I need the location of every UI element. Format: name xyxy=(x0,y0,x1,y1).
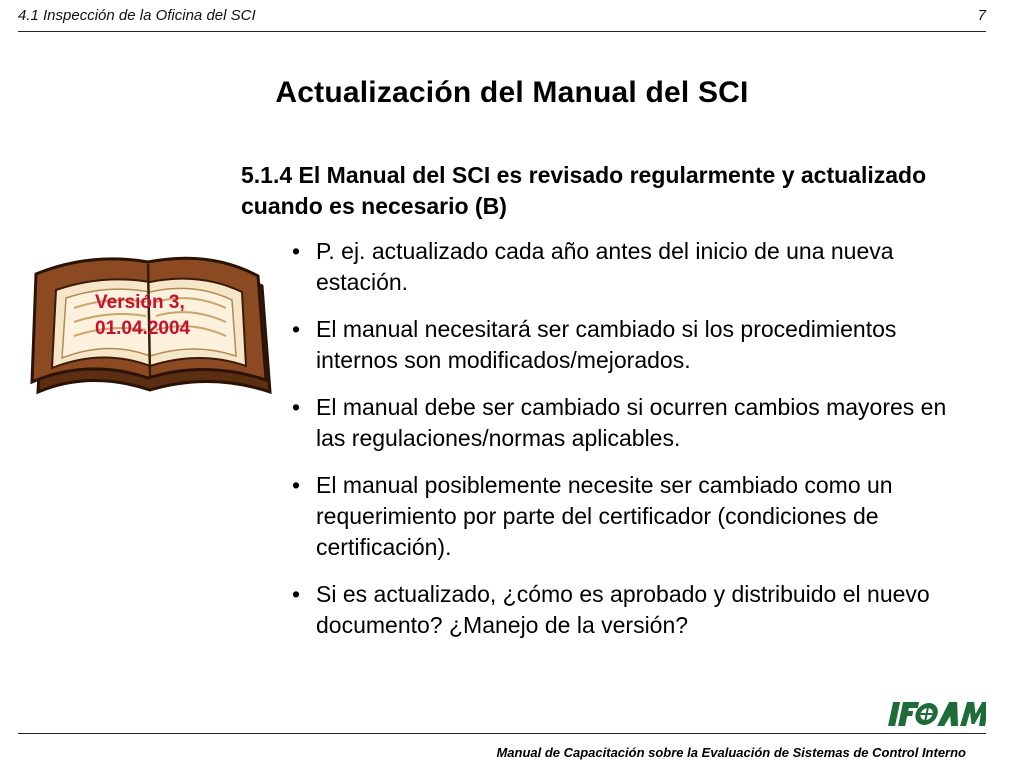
list-item-text: P. ej. actualizado cada año antes del inicio de una nueva estación. xyxy=(316,238,894,295)
page-title: Actualización del Manual del SCI xyxy=(275,76,749,109)
version-stamp-line2: 01.04.2004 xyxy=(95,318,191,339)
ifoam-logo-icon xyxy=(888,698,986,730)
list-item-text: Si es actualizado, ¿cómo es aprobado y distribuido el nuevo documento? ¿Manejo de la versión? xyxy=(316,581,930,638)
list-item-text: El manual posiblemente necesite ser cambiado como un requerimiento por parte del certificador (condiciones de certificación). xyxy=(316,472,893,560)
header-divider xyxy=(18,31,986,32)
list-item xyxy=(290,392,980,454)
footer-divider xyxy=(18,733,986,734)
bullet-icon: • xyxy=(292,472,301,498)
list-item xyxy=(290,236,980,298)
version-stamp xyxy=(95,290,190,342)
list-item xyxy=(290,314,980,376)
page-number: 7 xyxy=(977,7,986,24)
list-item-text: El manual debe ser cambiado si ocurren cambios mayores en las regulaciones/normas aplicables. xyxy=(316,394,947,451)
ifoam-logo xyxy=(888,698,986,730)
footer-text: Manual de Capacitación sobre la Evaluación de Sistemas de Control Interno xyxy=(496,745,966,760)
list-item xyxy=(290,579,980,641)
list-item xyxy=(290,470,980,563)
bullet-icon: • xyxy=(292,394,301,420)
section-subheading: 5.1.4 El Manual del SCI es revisado regularmente y actualizado cuando es necesario (B) xyxy=(241,162,927,219)
bullet-icon: • xyxy=(292,581,301,607)
bullet-icon: • xyxy=(292,238,301,264)
list-item-text: El manual necesitará ser cambiado si los procedimientos internos son modificados/mejorados. xyxy=(316,316,897,373)
bullet-icon: • xyxy=(292,316,301,342)
version-stamp-line1: Versión 3, xyxy=(95,292,185,313)
bullet-list xyxy=(290,236,980,657)
header-section-title: 4.1 Inspección de la Oficina del SCI xyxy=(18,7,256,24)
